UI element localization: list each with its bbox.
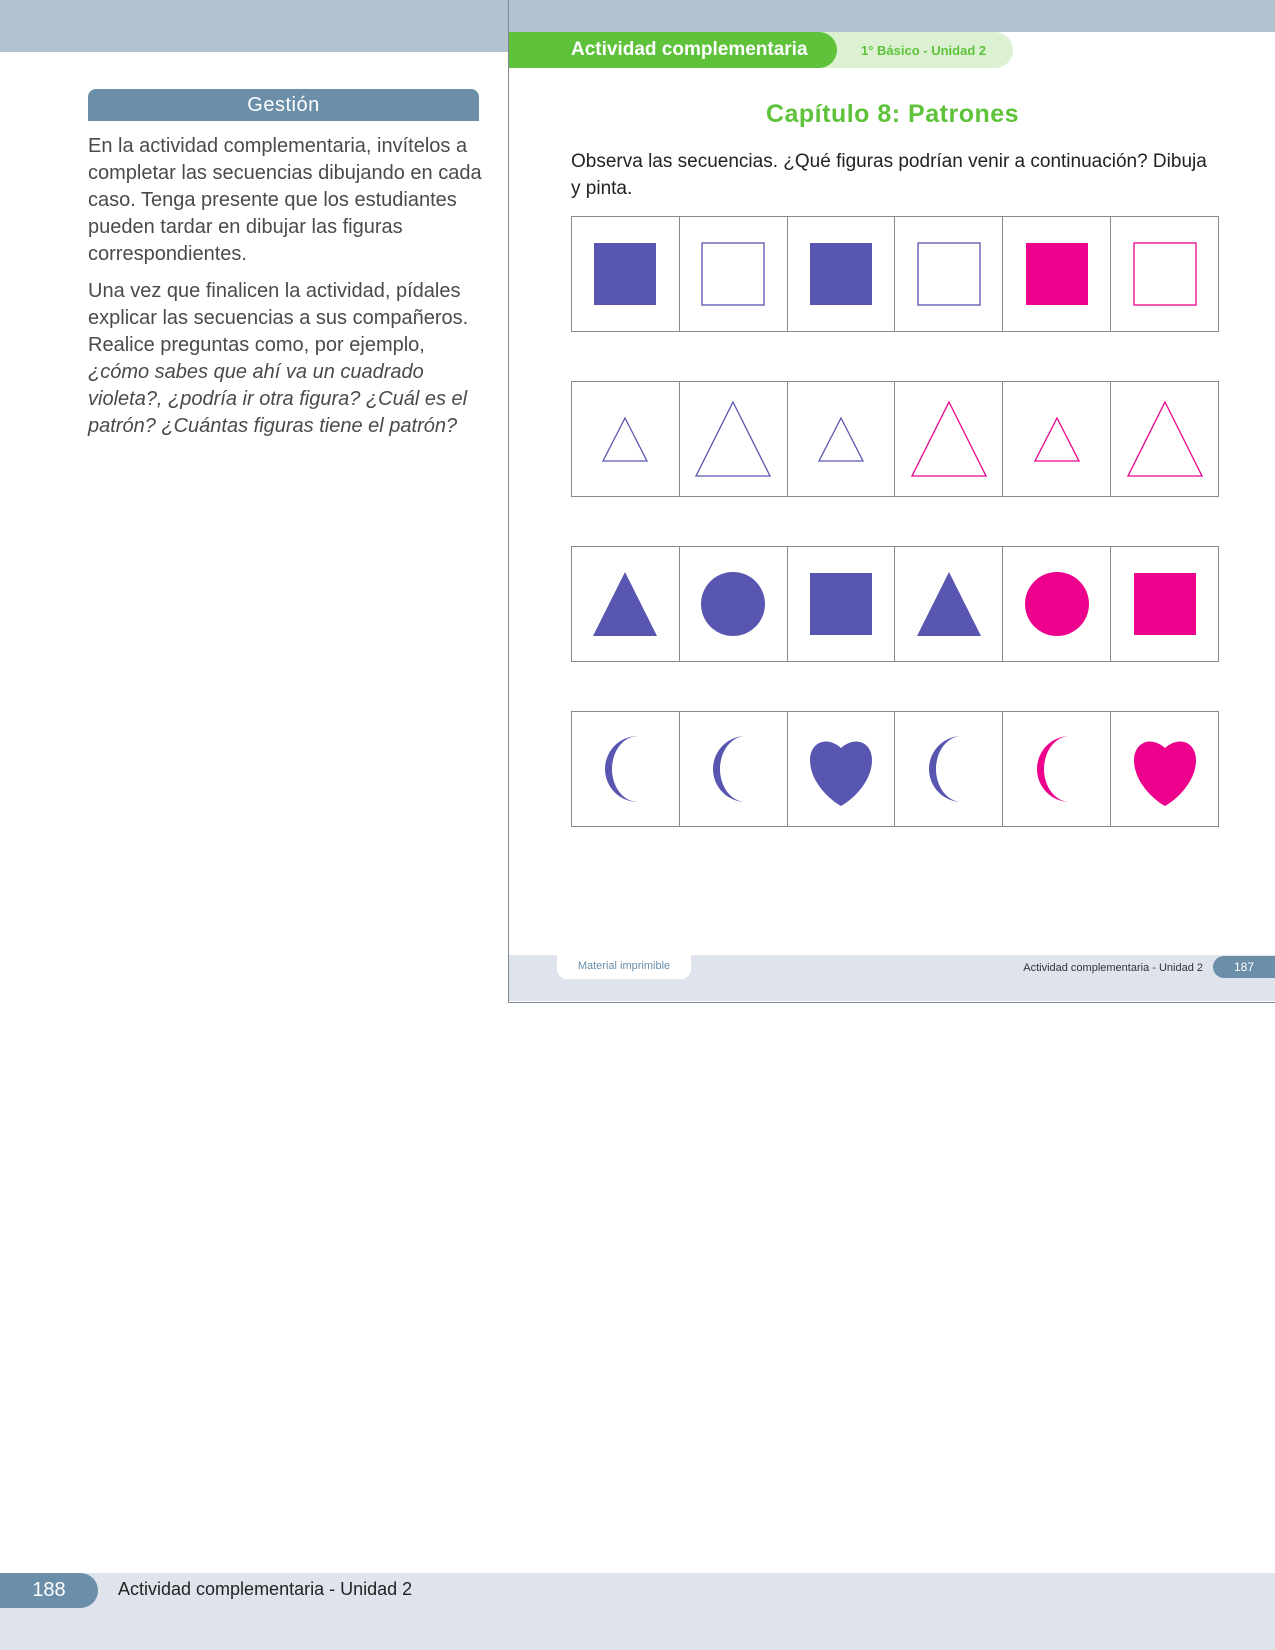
triangle-large-icon [688, 394, 778, 484]
triangle-small-icon [1012, 394, 1102, 484]
violet-triangle-small-outline [603, 418, 647, 461]
pattern-cell [571, 216, 680, 332]
triangle-large-icon [904, 394, 994, 484]
pink-moon-filled [1037, 736, 1070, 802]
pattern-cell [679, 546, 788, 662]
sequence-row-3 [571, 546, 1219, 662]
sheet-top-band [509, 0, 1275, 32]
square-icon [904, 229, 994, 319]
square-icon [580, 229, 670, 319]
triangle-icon [580, 559, 670, 649]
square-icon [796, 559, 886, 649]
guidance-questions: ¿cómo sabes que ahí va un cuadrado violeta?, ¿podría ir otra figura? ¿Cuál es el patrón? ¿Cuántas figuras tiene el patrón? [88, 361, 468, 437]
pattern-cell [787, 711, 896, 827]
pattern-cell [679, 381, 788, 497]
triangle-small-icon [580, 394, 670, 484]
triangle-icon [904, 559, 994, 649]
pattern-cell [1110, 711, 1219, 827]
violet-triangle-small-outline [819, 418, 863, 461]
guidance-paragraph-2-intro: Una vez que finalicen la actividad, pídales explicar las secuencias a sus compañeros. Realice preguntas como, por ejemplo, [88, 280, 469, 356]
page-number: 188 [0, 1573, 98, 1608]
pattern-cell [679, 711, 788, 827]
sheet-page-number: 187 [1213, 956, 1275, 978]
violet-moon-filled [605, 736, 638, 802]
sequence-row-4 [571, 711, 1219, 827]
square-icon [688, 229, 778, 319]
level-tag: 1° Básico - Unidad 2 [809, 32, 1013, 68]
pattern-cell [1110, 546, 1219, 662]
pink-square-outline [1134, 243, 1196, 305]
square-icon [1012, 229, 1102, 319]
pattern-cell [787, 546, 896, 662]
pattern-cell [894, 546, 1003, 662]
triangle-large-icon [1120, 394, 1210, 484]
moon-icon [1012, 724, 1102, 814]
violet-square-filled [594, 243, 656, 305]
circle-icon [1012, 559, 1102, 649]
activity-tag: Actividad complementaria [509, 32, 837, 68]
moon-icon [904, 724, 994, 814]
sheet-footer-title: Actividad complementaria - Unidad 2 [1023, 962, 1203, 974]
sequence-row-2 [571, 381, 1219, 497]
pattern-cell [1002, 711, 1111, 827]
pattern-cell [787, 216, 896, 332]
pattern-cell [571, 711, 680, 827]
pattern-cell [571, 381, 680, 497]
moon-icon [688, 724, 778, 814]
pink-circle-filled [1025, 572, 1089, 636]
instructions: Observa las secuencias. ¿Qué figuras podrían venir a continuación? Dibuja y pinta. [571, 151, 1207, 199]
circle-icon [688, 559, 778, 649]
pattern-cell [894, 381, 1003, 497]
violet-square-filled [810, 243, 872, 305]
square-icon [1120, 229, 1210, 319]
violet-moon-filled [929, 736, 962, 802]
violet-heart-filled [810, 742, 872, 806]
pink-triangle-small-outline [1035, 418, 1079, 461]
heart-icon [1120, 724, 1210, 814]
pattern-cell [1002, 546, 1111, 662]
pink-triangle-large-outline [912, 402, 986, 476]
pink-triangle-large-outline [1128, 402, 1202, 476]
pink-heart-filled [1134, 742, 1196, 806]
violet-square-filled [810, 573, 872, 635]
pink-square-filled [1134, 573, 1196, 635]
page-footer-title: Actividad complementaria - Unidad 2 [118, 1579, 413, 1599]
violet-square-outline [918, 243, 980, 305]
square-icon [1120, 559, 1210, 649]
violet-triangle-large-outline [696, 402, 770, 476]
square-icon [796, 229, 886, 319]
material-imprimible-tab: Material imprimible [557, 955, 691, 979]
violet-triangle-filled [917, 572, 981, 636]
pattern-cell [679, 216, 788, 332]
heart-icon [796, 724, 886, 814]
guidance-paragraph-1: En la actividad complementaria, invítelos a completar las secuencias dibujando en cada caso. Tenga presente que los estudiantes pueden tardar en dibujar las figuras correspondientes. [88, 135, 482, 265]
printable-activity-sheet [508, 0, 1275, 1003]
teacher-guidance-text [88, 133, 483, 450]
section-header-gestion: Gestión [88, 89, 479, 121]
violet-triangle-filled [593, 572, 657, 636]
guidance-paragraph-2 [88, 278, 483, 440]
pattern-cell [894, 216, 1003, 332]
violet-moon-filled [713, 736, 746, 802]
violet-circle-filled [701, 572, 765, 636]
violet-square-outline [702, 243, 764, 305]
pattern-cell [1002, 381, 1111, 497]
pink-square-filled [1026, 243, 1088, 305]
triangle-small-icon [796, 394, 886, 484]
chapter-title: Capítulo 8: Patrones [765, 100, 1020, 128]
pattern-cell [1002, 216, 1111, 332]
moon-icon [580, 724, 670, 814]
pattern-cell [894, 711, 1003, 827]
pattern-cell [787, 381, 896, 497]
pattern-cell [1110, 381, 1219, 497]
sequence-row-1 [571, 216, 1219, 332]
pattern-cell [1110, 216, 1219, 332]
pattern-cell [571, 546, 680, 662]
